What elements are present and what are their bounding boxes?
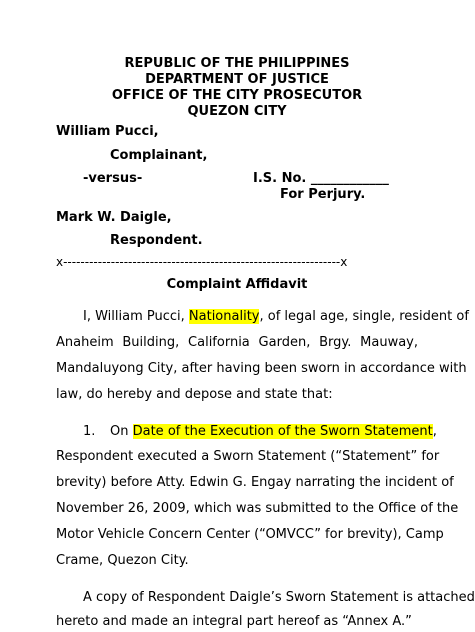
versus-label: -versus-: [83, 171, 143, 186]
charge-label: For Perjury.: [280, 187, 366, 202]
para1-line-2: Respondent executed a Sworn Statement (“Statement” for: [56, 449, 440, 464]
nationality-placeholder: Nationality: [188, 309, 260, 324]
intro-pre: I, William Pucci,: [83, 309, 189, 324]
execution-date-placeholder: Date of the Execution of the Sworn Statement: [132, 424, 433, 439]
header-city: QUEZON CITY: [187, 104, 287, 119]
header-department: DEPARTMENT OF JUSTICE: [145, 72, 329, 87]
complainant-name: William Pucci,: [56, 124, 159, 139]
intro-line-4: law, do hereby and depose and state that:: [56, 387, 333, 402]
caption-separator: x----------------------------------------------------------------x: [56, 255, 348, 269]
intro-line-1: [83, 309, 469, 325]
respondent-role: Respondent.: [110, 233, 203, 248]
para1-on: On: [110, 424, 133, 439]
para1-line-4: November 26, 2009, which was submitted to the Office of the: [56, 501, 459, 516]
complainant-role: Complainant,: [110, 148, 208, 163]
para1-line-3: brevity) before Atty. Edwin G. Engay narrating the incident of: [56, 475, 454, 490]
header-republic: REPUBLIC OF THE PHILIPPINES: [124, 56, 350, 71]
para1-number: 1.: [83, 424, 96, 439]
para2-line-1: A copy of Respondent Daigle’s Sworn Statement is attached: [83, 590, 475, 605]
para1-line-5: Motor Vehicle Concern Center (“OMVCC” for brevity), Camp: [56, 527, 444, 542]
para1-line-6: Crame, Quezon City.: [56, 553, 189, 568]
intro-post: , of legal age, single, resident of: [259, 309, 469, 324]
intro-line-3: Mandaluyong City, after having been sworn in accordance with: [56, 361, 467, 376]
document-title: Complaint Affidavit: [166, 277, 308, 292]
para2-line-2: hereto and made an integral part hereof as “Annex A.”: [56, 614, 412, 629]
respondent-name: Mark W. Daigle,: [56, 210, 172, 225]
header-office: OFFICE OF THE CITY PROSECUTOR: [111, 88, 363, 103]
para1-comma: ,: [432, 424, 437, 439]
para1-line-1: [110, 424, 437, 440]
intro-line-2: Anaheim Building, California Garden, Brgy. Mauway,: [56, 335, 418, 350]
is-number: I.S. No. ____________: [253, 171, 389, 186]
